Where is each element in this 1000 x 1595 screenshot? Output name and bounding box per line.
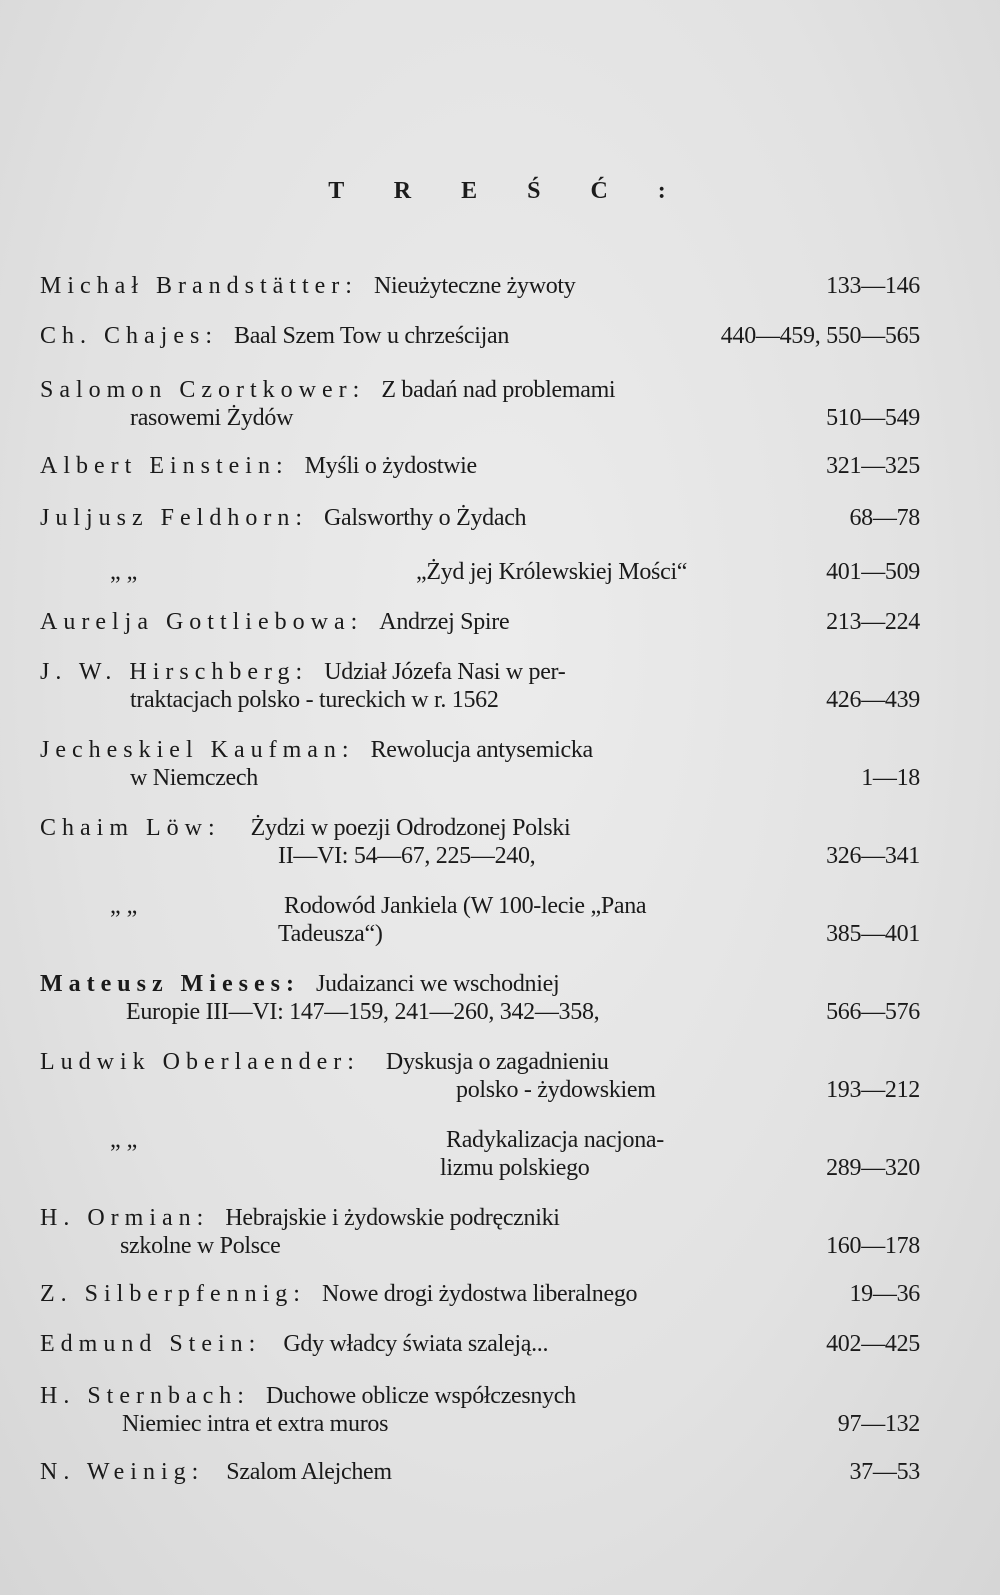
toc-pages: 1—18 (861, 765, 920, 791)
toc-title-continuation: Niemiec intra et extra muros (122, 1411, 389, 1437)
toc-entry (40, 322, 920, 350)
toc-pages: 213—224 (826, 609, 920, 635)
toc-author: Chaim Löw: (40, 815, 221, 841)
toc-title: Duchowe oblicze współczesnych (265, 1383, 576, 1409)
toc-author: H. Sternbach: (40, 1383, 250, 1409)
toc-title: Szalom Alejchem (226, 1459, 392, 1485)
toc-title-continuation: II—VI: 54—67, 225—240, (278, 843, 536, 869)
toc-entry (40, 1048, 920, 1104)
toc-entry (40, 1126, 920, 1182)
toc-author: Jecheskiel Kaufman: (40, 737, 355, 763)
toc-author: Ch. Chajes: (40, 323, 218, 349)
toc-title: Gdy władcy świata szaleją... (283, 1331, 549, 1357)
toc-entry (40, 608, 920, 636)
toc-pages: 321—325 (826, 453, 920, 479)
toc-title-continuation: w Niemczech (130, 765, 258, 791)
toc-author: Mateusz Mieses: (40, 971, 300, 997)
toc-author: J. W. Hirschberg: (40, 659, 309, 685)
toc-entry (40, 1458, 920, 1486)
toc-author: N. Weinig: (40, 1459, 205, 1485)
ditto-mark: „ „ (110, 893, 138, 919)
toc-entry (40, 736, 920, 792)
toc-entry (40, 1204, 920, 1260)
toc-title-continuation: lizmu polskiego (440, 1155, 590, 1181)
toc-title: Udział Józefa Nasi w per- (324, 659, 566, 685)
toc-title: Galsworthy o Żydach (324, 505, 527, 531)
toc-title: Z badań nad problemami (381, 377, 616, 403)
toc-pages: 326—341 (826, 843, 920, 869)
toc-entry (40, 1382, 920, 1438)
toc-pages: 133—146 (826, 273, 920, 299)
toc-author: Z. Silberpfennig: (40, 1281, 306, 1307)
toc-title: Myśli o żydostwie (304, 453, 477, 479)
toc-title-continuation: Europie III—VI: 147—159, 241—260, 342—358, (126, 999, 600, 1025)
toc-author: Salomon Czortkower: (40, 377, 366, 403)
toc-title: Żydzi w poezji Odrodzonej Polski (250, 815, 571, 841)
ditto-mark: „ „ (110, 1127, 138, 1153)
toc-title: Andrzej Spire (379, 609, 510, 635)
toc-author: H. Ormian: (40, 1205, 210, 1231)
toc-title: Radykalizacja nacjona- (446, 1127, 664, 1153)
toc-title: Rewolucja antysemicka (370, 737, 593, 763)
toc-author: Albert Einstein: (40, 453, 289, 479)
toc-entry (40, 452, 920, 480)
toc-entry (40, 892, 920, 948)
toc-author: Edmund Stein: (40, 1331, 262, 1357)
toc-entry (40, 558, 920, 586)
toc-author: Ludwik Oberlaender: (40, 1049, 360, 1075)
toc-entry (40, 658, 920, 714)
toc-entry (40, 1330, 920, 1358)
toc-title: Judaizanci we wschodniej (315, 971, 560, 997)
toc-entry (40, 814, 920, 870)
toc-title: „Żyd jej Królewskiej Mości“ (416, 559, 688, 585)
toc-pages: 289—320 (826, 1155, 920, 1181)
toc-pages: 440—459, 550—565 (720, 323, 920, 349)
toc-title: Dyskusja o zagadnieniu (385, 1049, 609, 1075)
toc-title: Nowe drogi żydostwa liberalnego (321, 1281, 638, 1307)
toc-entry (40, 504, 920, 532)
toc-pages: 97—132 (837, 1411, 920, 1437)
toc-entry (40, 376, 920, 432)
toc-pages: 385—401 (826, 921, 920, 947)
toc-author: Juljusz Feldhorn: (40, 505, 308, 531)
toc-entry (40, 272, 920, 300)
toc-pages: 160—178 (826, 1233, 920, 1259)
toc-title-continuation: polsko - żydowskiem (456, 1077, 656, 1103)
toc-entry (40, 1280, 920, 1308)
toc-pages: 401—509 (826, 559, 920, 585)
toc-title-continuation: rasowemi Żydów (130, 405, 294, 431)
toc-title-continuation: Tadeusza“) (278, 921, 383, 947)
toc-pages: 37—53 (849, 1459, 920, 1485)
toc-pages: 68—78 (849, 505, 920, 531)
toc-author: Michał Brandstätter: (40, 273, 358, 299)
toc-pages: 402—425 (826, 1331, 920, 1357)
toc-title: Rodowód Jankiela (W 100-lecie „Pana (284, 893, 647, 919)
toc-title: Baal Szem Tow u chrześcijan (234, 323, 510, 349)
toc-pages: 510—549 (826, 405, 920, 431)
toc-pages: 193—212 (826, 1077, 920, 1103)
toc-entry (40, 970, 920, 1026)
toc-pages: 566—576 (826, 999, 920, 1025)
toc-title: Nieużyteczne żywoty (373, 273, 576, 299)
toc-pages: 426—439 (826, 687, 920, 713)
page-title: T R E Ś Ć : (328, 178, 688, 204)
ditto-mark: „ „ (110, 559, 138, 585)
toc-title: Hebrajskie i żydowskie podręczniki (225, 1205, 560, 1231)
toc-pages: 19—36 (849, 1281, 920, 1307)
toc-title-continuation: szkolne w Polsce (120, 1233, 281, 1259)
toc-author: Aurelja Gottliebowa: (40, 609, 364, 635)
toc-title-continuation: traktacjach polsko - tureckich w r. 1562 (130, 687, 499, 713)
